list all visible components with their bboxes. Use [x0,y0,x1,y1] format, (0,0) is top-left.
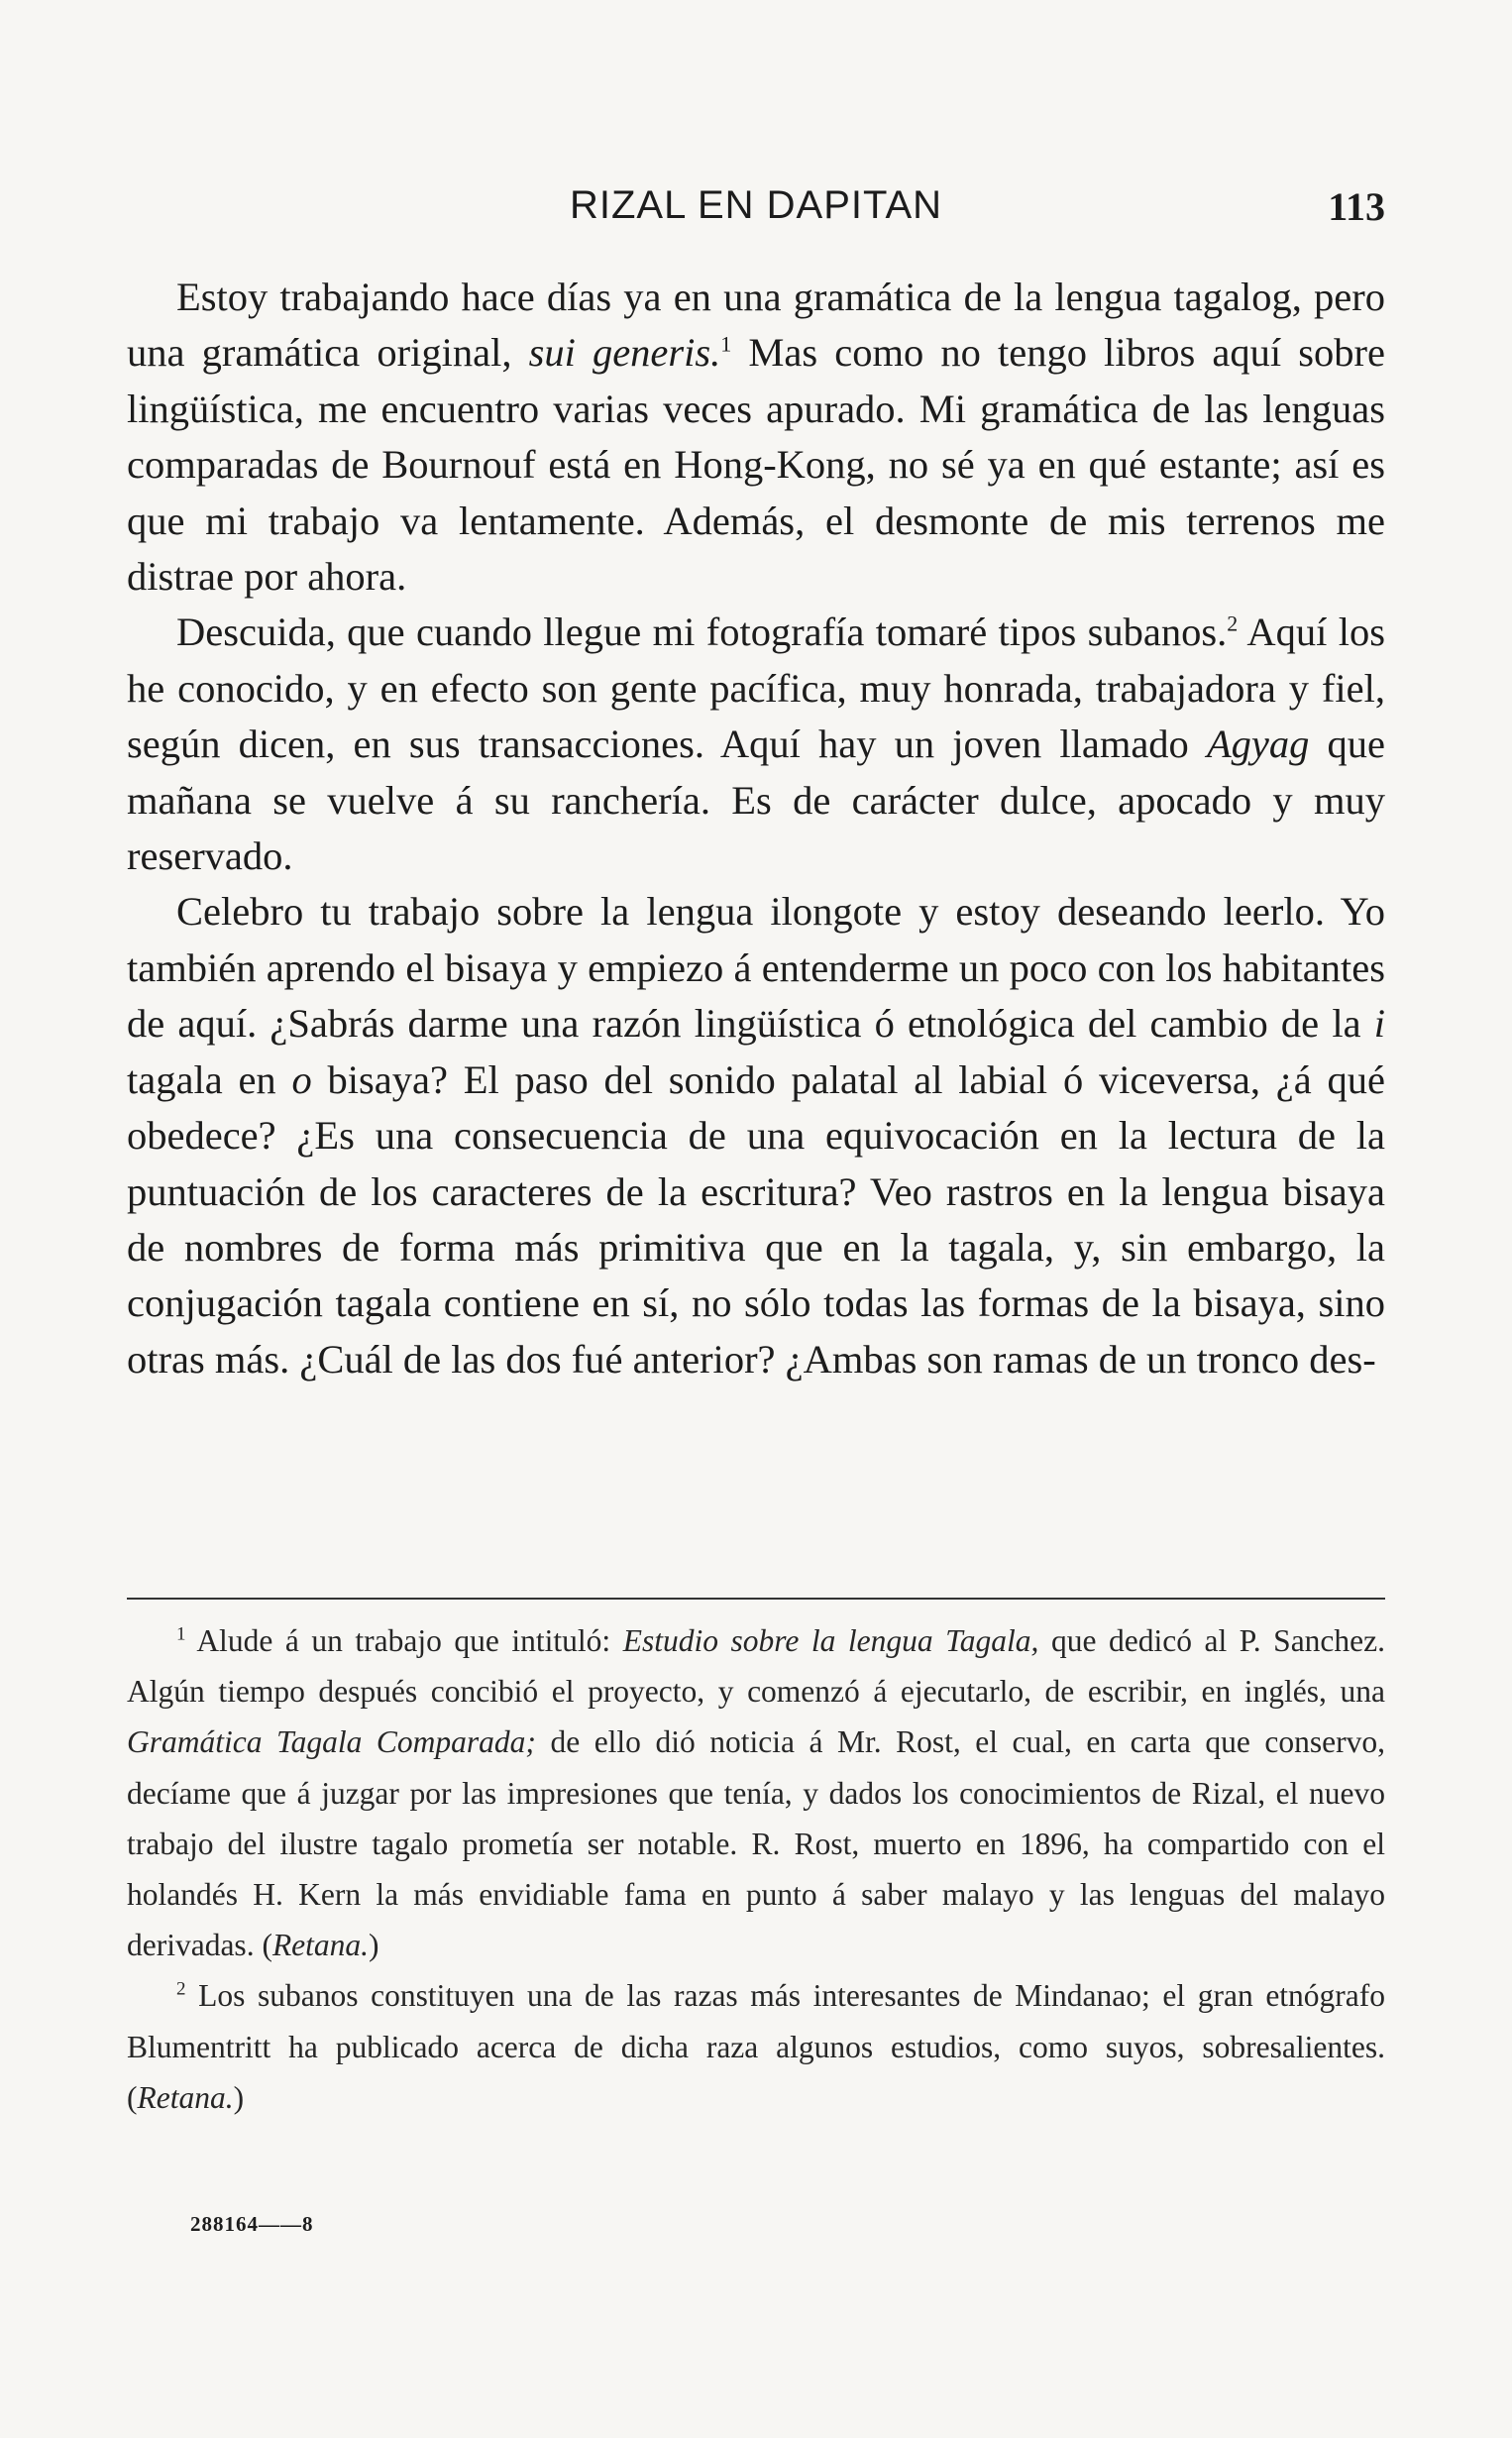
footnote-1 [127,1615,1385,1970]
text-run: Estoy trabajando hace días ya en una gramática de la lengua tagalog, pero una gramática original, [127,275,1385,376]
text-run: Los subanos constituyen una de las razas más interesantes de Mindanao; el gran etnógrafo Blumentritt ha publicado acerca de dicha raza algunos estudios, como suyos, sobresalientes. ( [127,1978,1386,2115]
italic-text: Retana. [137,2079,234,2115]
body-text [127,270,1385,1387]
footnotes [127,1615,1385,2123]
italic-text: Retana. [271,1928,370,1963]
italic-text: sui generis. [528,330,721,376]
footnote-2 [127,1970,1385,2123]
footnote-divider [127,1598,1385,1600]
text-run: Celebro tu trabajo sobre la lengua ilongote y estoy deseando leerlo. Yo también aprendo el bisaya y empiezo á entenderme un poco con los habitantes de aquí. ¿Sabrás darme una razón lingüística ó etnológica del cambio de la [127,889,1385,1047]
printer-signature: 288164——8 [190,2212,314,2236]
text-run: de ello dió noticia á Mr. Rost, el cual, en carta que conservo, decíame que á juzgar por las impresiones que tenía, y dados los conocimientos de Rizal, el nuevo trabajo del ilustre tagalo prometía ser notable. R. Rost, muerto en 1896, ha compartido con el holandés H. Kern la más envidiable fama en punto á saber malayo y las lenguas del malayo derivadas. ( [127,1724,1385,1963]
italic-text: Gramática Tagala Comparada; [127,1724,536,1760]
paragraph [127,884,1385,1387]
italic-text: Estudio sobre la lengua Tagala, [622,1623,1039,1658]
text-run: Mas como no tengo libros aquí sobre lingüística, me encuentro varias veces apurado. Mi gramática de las lenguas comparadas de Bournouf está en Hong-Kong, no sé ya en qué estante; así es que mi trabajo va lentamente. Además, el desmonte de mis terrenos me distrae por ahora. [127,330,1385,600]
text-run: Aquí los he conocido, y en efecto son gente pacífica, muy honrada, trabajadora y fiel, según dicen, en sus transacciones. Aquí hay un joven llamado [127,610,1385,767]
paragraph [127,605,1385,884]
footnote-mark: 1 [176,1623,186,1645]
text-run: que dedicó al P. Sanchez. Algún tiempo después concibió el proyecto, y comenzó á ejecutarlo, de escribir, en inglés, una [127,1623,1386,1710]
running-title: RIZAL EN DAPITAN [569,183,943,227]
footnote-ref-1: 1 [720,331,732,357]
text-run: Alude á un trabajo que intituló: [196,1623,623,1658]
text-run: bisaya? El paso del sonido palatal al labial ó viceversa, ¿á qué obedece? ¿Es una consecuencia de una equivocación en la lectura de la puntuación de los caracteres de la escritura? Veo rastros en la lengua bisaya de nombres de forma más primitiva que en la tagala, y, sin embargo, la conjugación tagala contiene en sí, no sólo todas las formas de la bisaya, sino otras más. ¿Cuál de las dos fué anterior? ¿Ambas son ramas de un tronco des- [127,1056,1385,1382]
page-header [127,183,1385,243]
text-run: tagala en [127,1056,292,1102]
paragraph [127,270,1385,605]
text-run: que mañana se vuelve á su ranchería. Es de carácter dulce, apocado y muy reservado. [127,721,1385,879]
italic-text: o [291,1056,312,1102]
italic-text: Agyag [1206,721,1310,767]
italic-text: i [1373,1001,1385,1047]
text-run: Descuida, que cuando llegue mi fotografía tomaré tipos subanos. [176,610,1228,655]
text-run: ) [369,1928,379,1963]
text-run: ) [233,2079,245,2115]
footnote-ref-2: 2 [1227,610,1239,636]
footnote-mark: 2 [176,1978,186,2000]
page-number: 113 [1328,184,1385,229]
